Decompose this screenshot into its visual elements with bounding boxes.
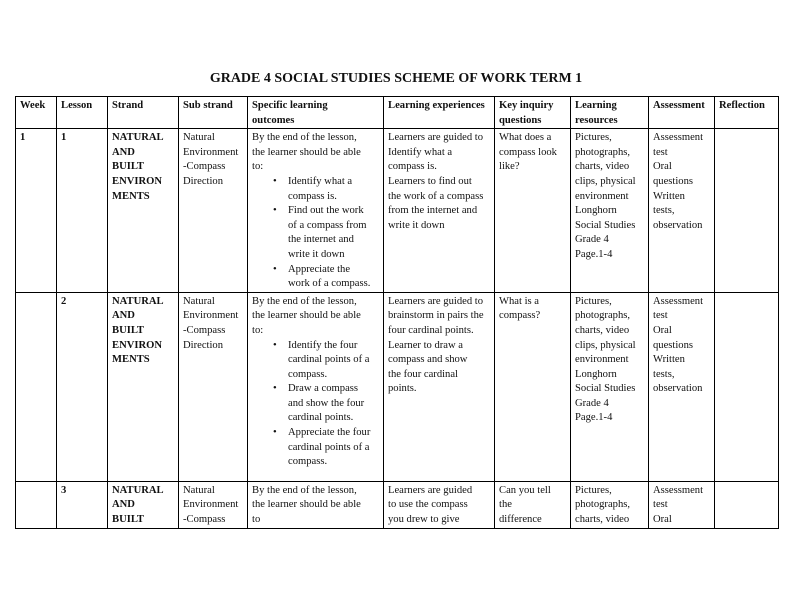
outcome-line: cardinal points of a bbox=[288, 441, 370, 453]
learning-resources-line: charts, video bbox=[575, 513, 630, 525]
learning-resources-line: environment bbox=[575, 190, 629, 202]
learning-resources-line: Social Studies bbox=[575, 219, 636, 231]
key-inquiry-line: difference bbox=[499, 513, 542, 525]
outcome-line: • Appreciate the bbox=[288, 263, 351, 275]
learning-experiences-cell bbox=[384, 129, 495, 293]
header-specific-learning-outcomes bbox=[248, 97, 384, 129]
learning-resources-line: Longhorn bbox=[575, 368, 617, 380]
learning-resources-line: Pictures, bbox=[575, 484, 612, 496]
learning-resources-line: Grade 4 bbox=[575, 397, 609, 409]
header-learning-resources bbox=[571, 97, 649, 129]
learning-resources-line: charts, video bbox=[575, 161, 630, 173]
header-learning-experiences bbox=[384, 97, 495, 129]
outcomes-line: to: bbox=[252, 324, 264, 336]
learning-resources-line: Social Studies bbox=[575, 383, 636, 395]
strand-line: MENTS bbox=[112, 190, 150, 202]
learning-experiences-line: Learners are guided to bbox=[388, 132, 484, 144]
week-cell bbox=[16, 481, 57, 528]
assessment-line: observation bbox=[653, 383, 703, 395]
outcomes-list bbox=[252, 339, 379, 470]
header-line: Reflection bbox=[719, 100, 765, 111]
strand-cell bbox=[108, 481, 179, 528]
learning-experiences-line: Identify what a bbox=[388, 146, 453, 158]
learning-resources-line: charts, video bbox=[575, 324, 630, 336]
sub-strand-line: Direction bbox=[183, 339, 224, 351]
outcome-line: compass. bbox=[288, 368, 328, 380]
assessment-line: tests, bbox=[653, 368, 675, 380]
learning-resources-cell bbox=[571, 292, 649, 481]
outcome-line: • Identify what a bbox=[288, 175, 353, 187]
outcome-item bbox=[288, 426, 379, 470]
learning-experiences-line: points. bbox=[388, 383, 417, 395]
table-row bbox=[16, 129, 779, 293]
assessment-line: tests, bbox=[653, 205, 675, 217]
header-row bbox=[16, 97, 779, 129]
sub-strand-line: Environment bbox=[183, 499, 239, 511]
header-line: resources bbox=[575, 114, 618, 126]
assessment-line: questions bbox=[653, 339, 694, 351]
learning-experiences-line: brainstorm in pairs the bbox=[388, 310, 484, 322]
assessment-line: Oral bbox=[653, 161, 672, 173]
assessment-line: Assessment bbox=[653, 295, 704, 307]
learning-experiences-line: four cardinal points. bbox=[388, 324, 474, 336]
outcome-line: compass is. bbox=[288, 190, 337, 202]
strand-line: ENVIRON bbox=[112, 175, 163, 187]
header-line: Week bbox=[20, 100, 46, 111]
strand-line: BUILT bbox=[112, 513, 144, 525]
lesson-cell bbox=[57, 481, 108, 528]
header-line: outcomes bbox=[252, 114, 295, 126]
outcomes-cell bbox=[248, 481, 384, 528]
sub-strand-line: Natural bbox=[183, 484, 215, 496]
header-line: Strand bbox=[112, 100, 144, 111]
assessment-cell bbox=[649, 292, 715, 481]
strand-cell bbox=[108, 292, 179, 481]
sub-strand-line: Environment bbox=[183, 310, 239, 322]
header-week bbox=[16, 97, 57, 129]
learning-resources-line: photographs, bbox=[575, 499, 631, 511]
header-line: Sub strand bbox=[183, 100, 233, 111]
outcome-line: and show the four bbox=[288, 397, 365, 409]
key-inquiry-cell bbox=[495, 481, 571, 528]
learning-resources-cell bbox=[571, 129, 649, 293]
header-sub-strand bbox=[179, 97, 248, 129]
learning-experiences-line: from the internet and bbox=[388, 205, 478, 217]
learning-resources-line: clips, physical bbox=[575, 339, 636, 351]
assessment-line: Oral bbox=[653, 513, 672, 525]
assessment-line: test bbox=[653, 310, 668, 322]
strand-line: AND bbox=[112, 499, 135, 511]
outcomes-line: the learner should be able bbox=[252, 146, 361, 158]
sub-strand-cell bbox=[179, 292, 248, 481]
strand-line: ENVIRON bbox=[112, 339, 163, 351]
key-inquiry-cell bbox=[495, 292, 571, 481]
outcome-line: cardinal points. bbox=[288, 412, 354, 424]
reflection-cell bbox=[715, 129, 779, 293]
strand-line: AND bbox=[112, 146, 135, 158]
outcome-line: cardinal points of a bbox=[288, 354, 370, 366]
learning-experiences-line: Learner to draw a bbox=[388, 339, 463, 351]
outcome-line: • Find out the work bbox=[288, 205, 364, 217]
key-inquiry-line: compass look bbox=[499, 146, 557, 158]
learning-experiences-line: to use the compass bbox=[388, 499, 468, 511]
assessment-cell bbox=[649, 129, 715, 293]
learning-experiences-line: you drew to give bbox=[388, 513, 460, 525]
sub-strand-line: -Compass bbox=[183, 161, 226, 173]
outcomes-list bbox=[252, 175, 379, 292]
outcome-item bbox=[288, 382, 379, 426]
outcomes-line: to: bbox=[252, 161, 264, 173]
learning-experiences-cell bbox=[384, 292, 495, 481]
sub-strand-line: Natural bbox=[183, 132, 215, 144]
header-line: Learning bbox=[575, 100, 617, 111]
learning-experiences-line: the four cardinal bbox=[388, 368, 459, 380]
learning-resources-line: photographs, bbox=[575, 310, 631, 322]
learning-experiences-line: Learners are guided to bbox=[388, 295, 484, 307]
learning-resources-line: clips, physical bbox=[575, 175, 636, 187]
learning-resources-line: Page.1-4 bbox=[575, 248, 613, 260]
strand-line: BUILT bbox=[112, 161, 144, 173]
learning-resources-line: Pictures, bbox=[575, 132, 612, 144]
learning-experiences-line: compass is. bbox=[388, 161, 437, 173]
outcome-item bbox=[288, 204, 379, 262]
strand-line: NATURAL bbox=[112, 484, 164, 496]
assessment-line: Written bbox=[653, 190, 685, 202]
key-inquiry-line: the bbox=[499, 499, 512, 511]
outcome-item bbox=[288, 339, 379, 383]
learning-experiences-line: write it down bbox=[388, 219, 445, 231]
key-inquiry-cell bbox=[495, 129, 571, 293]
learning-resources-line: Page.1-4 bbox=[575, 412, 613, 424]
header-line: Specific learning bbox=[252, 100, 328, 111]
learning-experiences-line: compass and show bbox=[388, 354, 468, 366]
assessment-line: questions bbox=[653, 175, 694, 187]
outcomes-line: the learner should be able bbox=[252, 499, 361, 511]
reflection-cell bbox=[715, 481, 779, 528]
header-line: Learning experiences bbox=[388, 100, 485, 111]
outcomes-line: to bbox=[252, 513, 261, 525]
header-reflection bbox=[715, 97, 779, 129]
learning-resources-line: Grade 4 bbox=[575, 234, 609, 246]
outcomes-line: By the end of the lesson, bbox=[252, 295, 357, 307]
outcomes-line: By the end of the lesson, bbox=[252, 484, 357, 496]
outcomes-cell bbox=[248, 292, 384, 481]
strand-line: NATURAL bbox=[112, 132, 164, 144]
header-assessment bbox=[649, 97, 715, 129]
key-inquiry-line: like? bbox=[499, 161, 520, 173]
sub-strand-line: -Compass bbox=[183, 513, 226, 525]
strand-line: BUILT bbox=[112, 324, 144, 336]
header-lesson bbox=[57, 97, 108, 129]
lesson-line: 2 bbox=[61, 295, 67, 307]
sub-strand-cell bbox=[179, 129, 248, 293]
learning-experiences-line: the work of a compass bbox=[388, 190, 484, 202]
learning-resources-line: Longhorn bbox=[575, 205, 617, 217]
header-line: Key inquiry bbox=[499, 100, 554, 111]
learning-resources-line: Pictures, bbox=[575, 295, 612, 307]
key-inquiry-line: What does a bbox=[499, 132, 552, 144]
assessment-line: Oral bbox=[653, 324, 672, 336]
outcome-line: • Draw a compass bbox=[288, 383, 359, 395]
learning-resources-line: photographs, bbox=[575, 146, 631, 158]
sub-strand-line: Natural bbox=[183, 295, 215, 307]
outcome-line: of a compass from bbox=[288, 219, 367, 231]
sub-strand-line: -Compass bbox=[183, 324, 226, 336]
outcome-line: • Identify the four bbox=[288, 339, 358, 351]
assessment-line: Written bbox=[653, 354, 685, 366]
assessment-line: Assessment bbox=[653, 484, 704, 496]
outcome-item bbox=[288, 175, 379, 204]
table-row bbox=[16, 481, 779, 528]
key-inquiry-line: What is a bbox=[499, 295, 540, 307]
strand-line: AND bbox=[112, 310, 135, 322]
strand-line: MENTS bbox=[112, 354, 150, 366]
reflection-cell bbox=[715, 292, 779, 481]
header-key-inquiry-questions bbox=[495, 97, 571, 129]
assessment-cell bbox=[649, 481, 715, 528]
outcome-line: work of a compass. bbox=[288, 278, 371, 290]
outcomes-line: By the end of the lesson, bbox=[252, 132, 357, 144]
lesson-cell bbox=[57, 129, 108, 293]
key-inquiry-line: compass? bbox=[499, 310, 541, 322]
outcome-line: compass. bbox=[288, 456, 328, 468]
lesson-line: 1 bbox=[61, 132, 67, 144]
sub-strand-line: Direction bbox=[183, 175, 224, 187]
learning-resources-cell bbox=[571, 481, 649, 528]
learning-experiences-cell bbox=[384, 481, 495, 528]
lesson-line: 3 bbox=[61, 484, 67, 496]
header-line: Assessment bbox=[653, 100, 705, 111]
outcome-line: • Appreciate the four bbox=[288, 427, 371, 439]
header-strand bbox=[108, 97, 179, 129]
learning-experiences-line: Learners are guided bbox=[388, 484, 473, 496]
scheme-of-work-table bbox=[15, 96, 779, 529]
header-line: questions bbox=[499, 114, 542, 126]
outcome-item bbox=[288, 263, 379, 292]
learning-experiences-line: Learners to find out bbox=[388, 175, 472, 187]
assessment-line: Assessment bbox=[653, 132, 704, 144]
assessment-line: observation bbox=[653, 219, 703, 231]
learning-resources-line: environment bbox=[575, 354, 629, 366]
header-line: Lesson bbox=[61, 100, 93, 111]
assessment-line: test bbox=[653, 499, 668, 511]
sub-strand-line: Environment bbox=[183, 146, 239, 158]
sub-strand-cell bbox=[179, 481, 248, 528]
week-cell bbox=[16, 292, 57, 481]
week-cell bbox=[16, 129, 57, 293]
table-row bbox=[16, 292, 779, 481]
outcomes-cell bbox=[248, 129, 384, 293]
document-title: GRADE 4 SOCIAL STUDIES SCHEME OF WORK TERM 1 bbox=[209, 71, 583, 86]
outcome-line: write it down bbox=[288, 248, 345, 260]
lesson-cell bbox=[57, 292, 108, 481]
outcomes-line: the learner should be able bbox=[252, 310, 361, 322]
outcome-line: the internet and bbox=[288, 234, 354, 246]
strand-line: NATURAL bbox=[112, 295, 164, 307]
assessment-line: test bbox=[653, 146, 668, 158]
week-line: 1 bbox=[20, 132, 26, 144]
key-inquiry-line: Can you tell bbox=[499, 484, 551, 496]
strand-cell bbox=[108, 129, 179, 293]
